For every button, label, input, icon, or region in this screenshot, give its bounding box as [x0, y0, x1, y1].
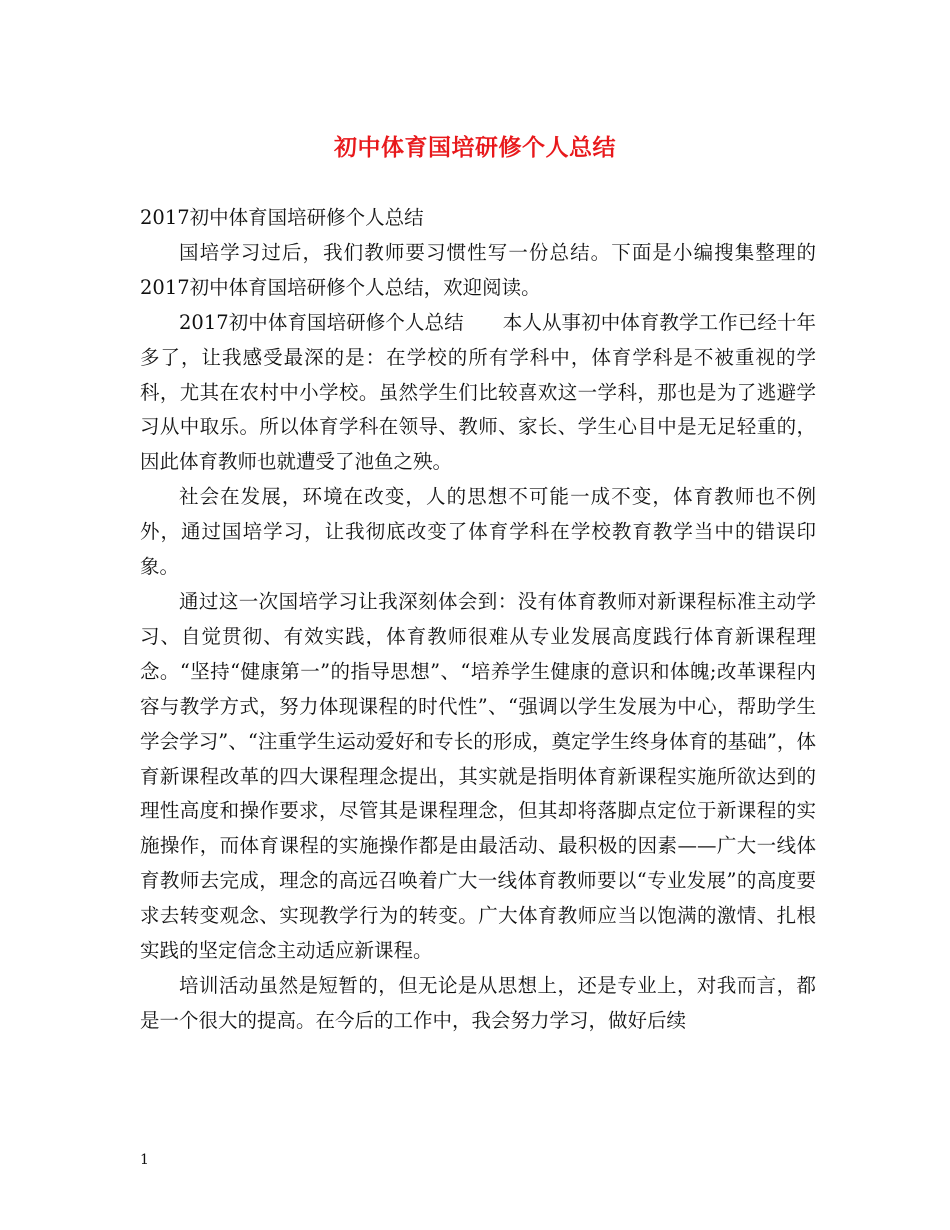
document-title: 初中体育国培研修个人总结	[334, 134, 616, 161]
paragraph-reflection: 通过这一次国培学习让我深刻体会到：没有体育教师对新课程标准主动学习、自觉贯彻、有效实践，体育教师很难从专业发展高度践行体育新课程理念。“坚持“健康第一”的指导思想”、“培养学生健康的意识和体魄;改革课程内容与教学方式，努力体现课程的时代性”、“强调以学生发展为中心，帮助学生学会学习”、“注重学生运动爱好和专长的形成，奠定学生终身体育的基础”，体育新课程改革的四大课程理念提出，其实就是指明体育新课程实施所欲达到的理性高度和操作要求，尽管其是课程理念，但其却将落脚点定位于新课程的实施操作，而体育课程的实施操作都是由最活动、最积极的因素——广大一线体育教师去完成，理念的高远召唤着广大一线体育教师要以“专业发展”的高度要求去转变观念、实现教学行为的转变。广大体育教师应当以饱满的激情、扎根实践的坚定信念主动适应新课程。	[140, 589, 816, 963]
page-number: 1	[140, 1152, 149, 1168]
subtitle-line: 2017初中体育国培研修个人总结	[140, 206, 424, 229]
paragraph-background: 2017初中体育国培研修个人总结 本人从事初中体育教学工作已经十年多了，让我感受最深的是：在学校的所有学科中，体育学科是不被重视的学科，尤其在农村中小学校。虽然学生们比较喜欢这一学科，那也是为了逃避学习从中取乐。所以体育学科在领导、教师、家长、学生心目中是无足轻重的，因此体育教师也就遭受了池鱼之殃。	[140, 310, 816, 474]
paragraph-conclusion: 培训活动虽然是短暂的，但无论是从思想上，还是专业上，对我而言，都是一个很大的提高。在今后的工作中，我会努力学习，做好后续	[140, 973, 816, 1032]
paragraph-intro: 国培学习过后，我们教师要习惯性写一份总结。下面是小编搜集整理的2017初中体育国培研修个人总结，欢迎阅读。	[140, 240, 816, 299]
document-body	[140, 201, 816, 1039]
paragraph-change: 社会在发展，环境在改变，人的思想不可能一成不变，体育教师也不例外，通过国培学习，让我彻底改变了体育学科在学校教育教学当中的错误印象。	[140, 485, 816, 579]
